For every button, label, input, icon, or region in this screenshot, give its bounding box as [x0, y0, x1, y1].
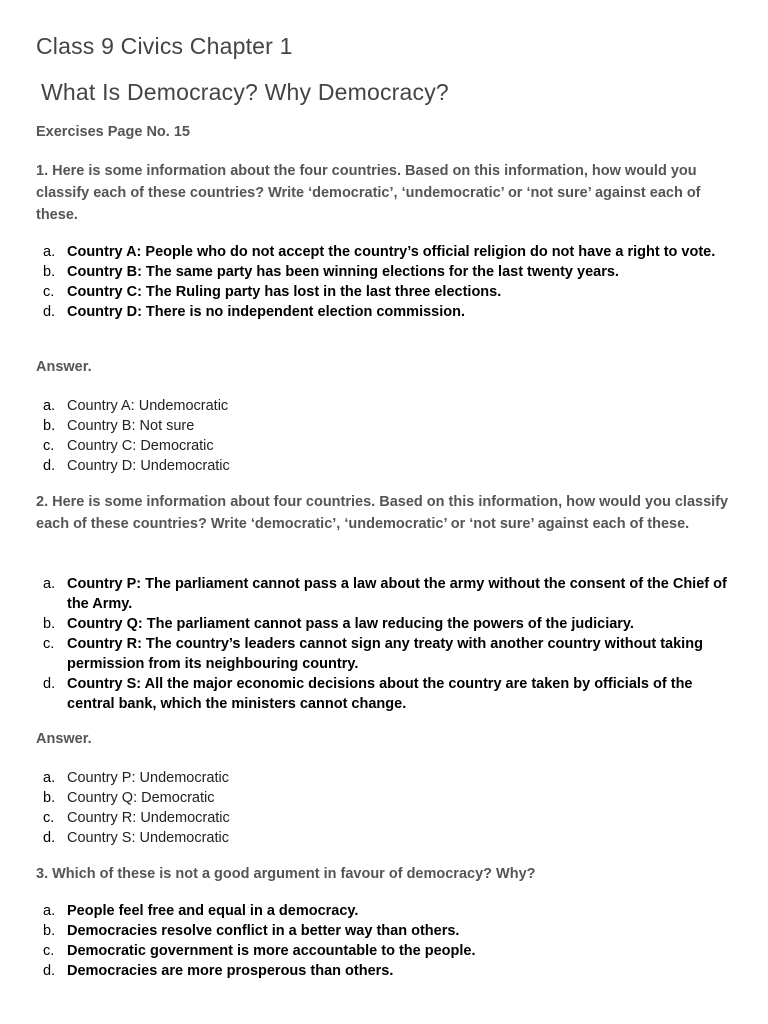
- answer-text: Country B: Not sure: [67, 418, 195, 434]
- list-item: [36, 456, 736, 476]
- list-item: [36, 828, 736, 848]
- list-item: [36, 416, 736, 436]
- answer-text: Country S: Undemocratic: [67, 830, 229, 846]
- list-item: [36, 242, 736, 262]
- list-marker: c.: [43, 438, 55, 454]
- list-item: [36, 808, 736, 828]
- option-text: Country C: The Ruling party has lost in the last three elections.: [67, 284, 502, 300]
- list-marker: b.: [43, 923, 56, 939]
- page-title: Class 9 Civics Chapter 1: [36, 33, 293, 59]
- list-item: [36, 302, 736, 322]
- list-marker: b.: [43, 264, 56, 280]
- list-marker: d.: [43, 458, 56, 474]
- option-text: Country B: The same party has been winning elections for the last twenty years.: [67, 264, 619, 280]
- option-text: Democratic government is more accountable to the people.: [67, 943, 476, 959]
- answer-text: Country C: Democratic: [67, 438, 214, 454]
- list-marker: b.: [43, 790, 56, 806]
- question-2-options: [36, 574, 736, 714]
- list-marker: d.: [43, 830, 56, 846]
- list-marker: a.: [43, 398, 56, 414]
- question-3-options: [36, 901, 736, 981]
- answer-text: Country D: Undemocratic: [67, 458, 230, 474]
- list-marker: c.: [43, 636, 55, 652]
- list-marker: d.: [43, 304, 56, 320]
- option-text: People feel free and equal in a democracy.: [67, 903, 359, 919]
- question-1-answers: [36, 396, 736, 476]
- answer-text: Country P: Undemocratic: [67, 770, 229, 786]
- list-item: [36, 674, 736, 714]
- list-marker: d.: [43, 963, 56, 979]
- answer-label-2: Answer.: [36, 731, 92, 747]
- option-text: Country Q: The parliament cannot pass a law reducing the powers of the judiciary.: [67, 616, 634, 632]
- list-marker: b.: [43, 616, 56, 632]
- option-text: Democracies are more prosperous than others.: [67, 963, 394, 979]
- list-marker: a.: [43, 576, 56, 592]
- list-marker: a.: [43, 770, 56, 786]
- list-item: [36, 396, 736, 416]
- exercise-heading: Exercises Page No. 15: [36, 124, 190, 140]
- list-item: [36, 262, 736, 282]
- question-1-text: 1. Here is some information about the four countries. Based on this information, how would you classify each of these countries? Write ‘democratic’, ‘undemocratic’ or ‘not sure’ against each of these.: [36, 163, 701, 223]
- list-marker: c.: [43, 943, 55, 959]
- list-item: [36, 941, 736, 961]
- option-text: Country S: All the major economic decisions about the country are taken by officials of the central bank, which the ministers cannot change.: [67, 676, 693, 712]
- list-marker: b.: [43, 418, 56, 434]
- option-text: Country D: There is no independent election commission.: [67, 304, 465, 320]
- list-item: [36, 614, 736, 634]
- list-marker: c.: [43, 810, 55, 826]
- list-item: [36, 961, 736, 981]
- list-item: [36, 768, 736, 788]
- answer-text: Country A: Undemocratic: [67, 398, 229, 414]
- list-marker: d.: [43, 676, 56, 692]
- question-2-text: 2. Here is some information about four countries. Based on this information, how would you classify each of these countries? Write ‘democratic’, ‘undemocratic’ or ‘not sure’ against each of these.: [36, 494, 729, 532]
- list-item: [36, 788, 736, 808]
- question-3-text: 3. Which of these is not a good argument in favour of democracy? Why?: [36, 866, 536, 882]
- list-item: [36, 436, 736, 456]
- option-text: Country A: People who do not accept the country’s official religion do not have a right to vote.: [67, 244, 716, 260]
- option-text: Country R: The country’s leaders cannot sign any treaty with another country without taking permission from its neighbouring country.: [67, 636, 703, 672]
- list-marker: c.: [43, 284, 55, 300]
- list-item: [36, 634, 736, 674]
- question-2-answers: [36, 768, 736, 848]
- page-subtitle: What Is Democracy? Why Democracy?: [41, 79, 449, 105]
- option-text: Country P: The parliament cannot pass a law about the army without the consent of the Chief of the Army.: [67, 576, 727, 612]
- option-text: Democracies resolve conflict in a better way than others.: [67, 923, 460, 939]
- answer-text: Country R: Undemocratic: [67, 810, 230, 826]
- answer-text: Country Q: Democratic: [67, 790, 215, 806]
- list-item: [36, 574, 736, 614]
- list-marker: a.: [43, 244, 56, 260]
- list-item: [36, 901, 736, 921]
- list-item: [36, 282, 736, 302]
- answer-label-1: Answer.: [36, 359, 92, 375]
- list-item: [36, 921, 736, 941]
- question-1-options: [36, 242, 736, 322]
- list-marker: a.: [43, 903, 56, 919]
